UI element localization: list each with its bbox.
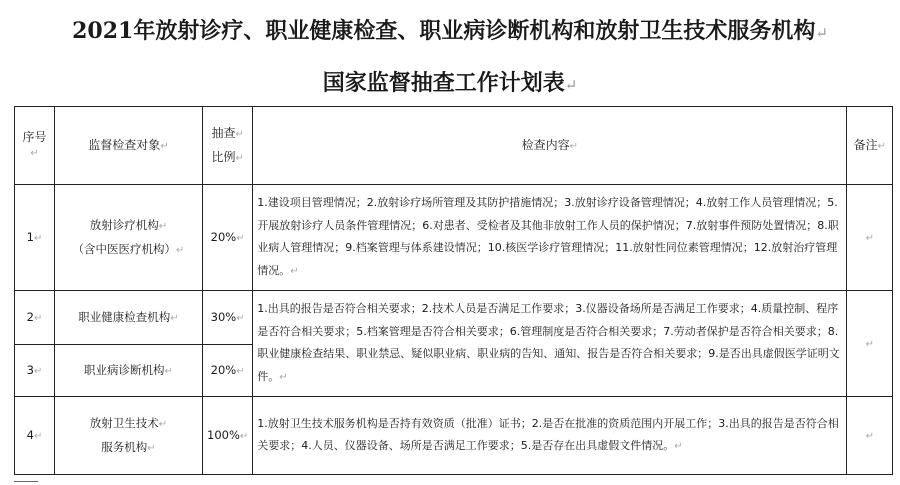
row-ratio: 100%↵ bbox=[203, 397, 253, 475]
row-remark: ↵ bbox=[847, 185, 893, 291]
row-target: 放射诊疗机构↵ （含中医医疗机构）↵ bbox=[55, 185, 203, 291]
row-ratio: 30%↵ bbox=[203, 291, 253, 345]
table-row bbox=[15, 185, 893, 291]
row-target: 放射卫生技术↵ 服务机构↵ bbox=[55, 397, 203, 475]
header-remark: 备注↵ bbox=[847, 107, 893, 185]
row-no: 4↵ bbox=[15, 397, 55, 475]
row-no: 2↵ bbox=[15, 291, 55, 345]
table-header-row bbox=[15, 107, 893, 185]
row-ratio: 20%↵ bbox=[203, 185, 253, 291]
row-ratio: 20%↵ bbox=[203, 345, 253, 397]
header-ratio: 抽查↵ 比例↵ bbox=[203, 107, 253, 185]
row-no: 1↵ bbox=[15, 185, 55, 291]
row-content: 1.建设项目管理情况；2.放射诊疗场所管理及其防护措施情况；3.放射诊疗设备管理情况；4.放射工作人员管理情况；5.开展放射诊疗人员条件管理情况；6.对患者、受检者及其他非放射工作人员的保护情况；7.放射事件预防处置情况；8.职业病人管理情况；9.档案管理与体系建设情况；10.核医学诊疗管理情况；11.放射性同位素管理情况；12.放射治疗管理情况。↵ bbox=[253, 185, 847, 291]
row-content: 1.放射卫生技术服务机构是否持有效资质（批准）证书；2.是否在批准的资质范围内开展工作；3.出具的报告是否符合相关要求；4.人员、仪器设备、场所是否满足工作要求；5.是否存在出具虚假文件情况。↵ bbox=[253, 397, 847, 475]
row-remark: ↵ bbox=[847, 397, 893, 475]
row-remark: ↵ bbox=[847, 291, 893, 397]
page-divider bbox=[14, 481, 38, 482]
header-no: 序号↵ bbox=[15, 107, 55, 185]
row-content: 1.出具的报告是否符合相关要求；2.技术人员是否满足工作要求；3.仪器设备场所是否满足工作要求；4.质量控制、程序是否符合相关要求；5.档案管理是否符合相关要求；6.管理制度是否符合相关要求；7.劳动者保护是否符合相关要求；8.职业健康检查结果、职业禁忌、疑似职业病、职业病的告知、通知、报告是否符合相关要求；9.是否出具虚假医学证明文件。↵ bbox=[253, 291, 847, 397]
page-title: 2021年放射诊疗、职业健康检查、职业病诊断机构和放射卫生技术服务机构↵ bbox=[72, 18, 828, 44]
header-content: 检查内容↵ bbox=[253, 107, 847, 185]
row-target: 职业健康检查机构↵ bbox=[55, 291, 203, 345]
header-target: 监督检查对象↵ bbox=[55, 107, 203, 185]
table-row bbox=[15, 397, 893, 475]
inspection-plan-table bbox=[14, 106, 893, 475]
row-target: 职业病诊断机构↵ bbox=[55, 345, 203, 397]
table-row bbox=[15, 291, 893, 345]
row-no: 3↵ bbox=[15, 345, 55, 397]
page-subtitle: 国家监督抽查工作计划表↵ bbox=[322, 70, 578, 96]
